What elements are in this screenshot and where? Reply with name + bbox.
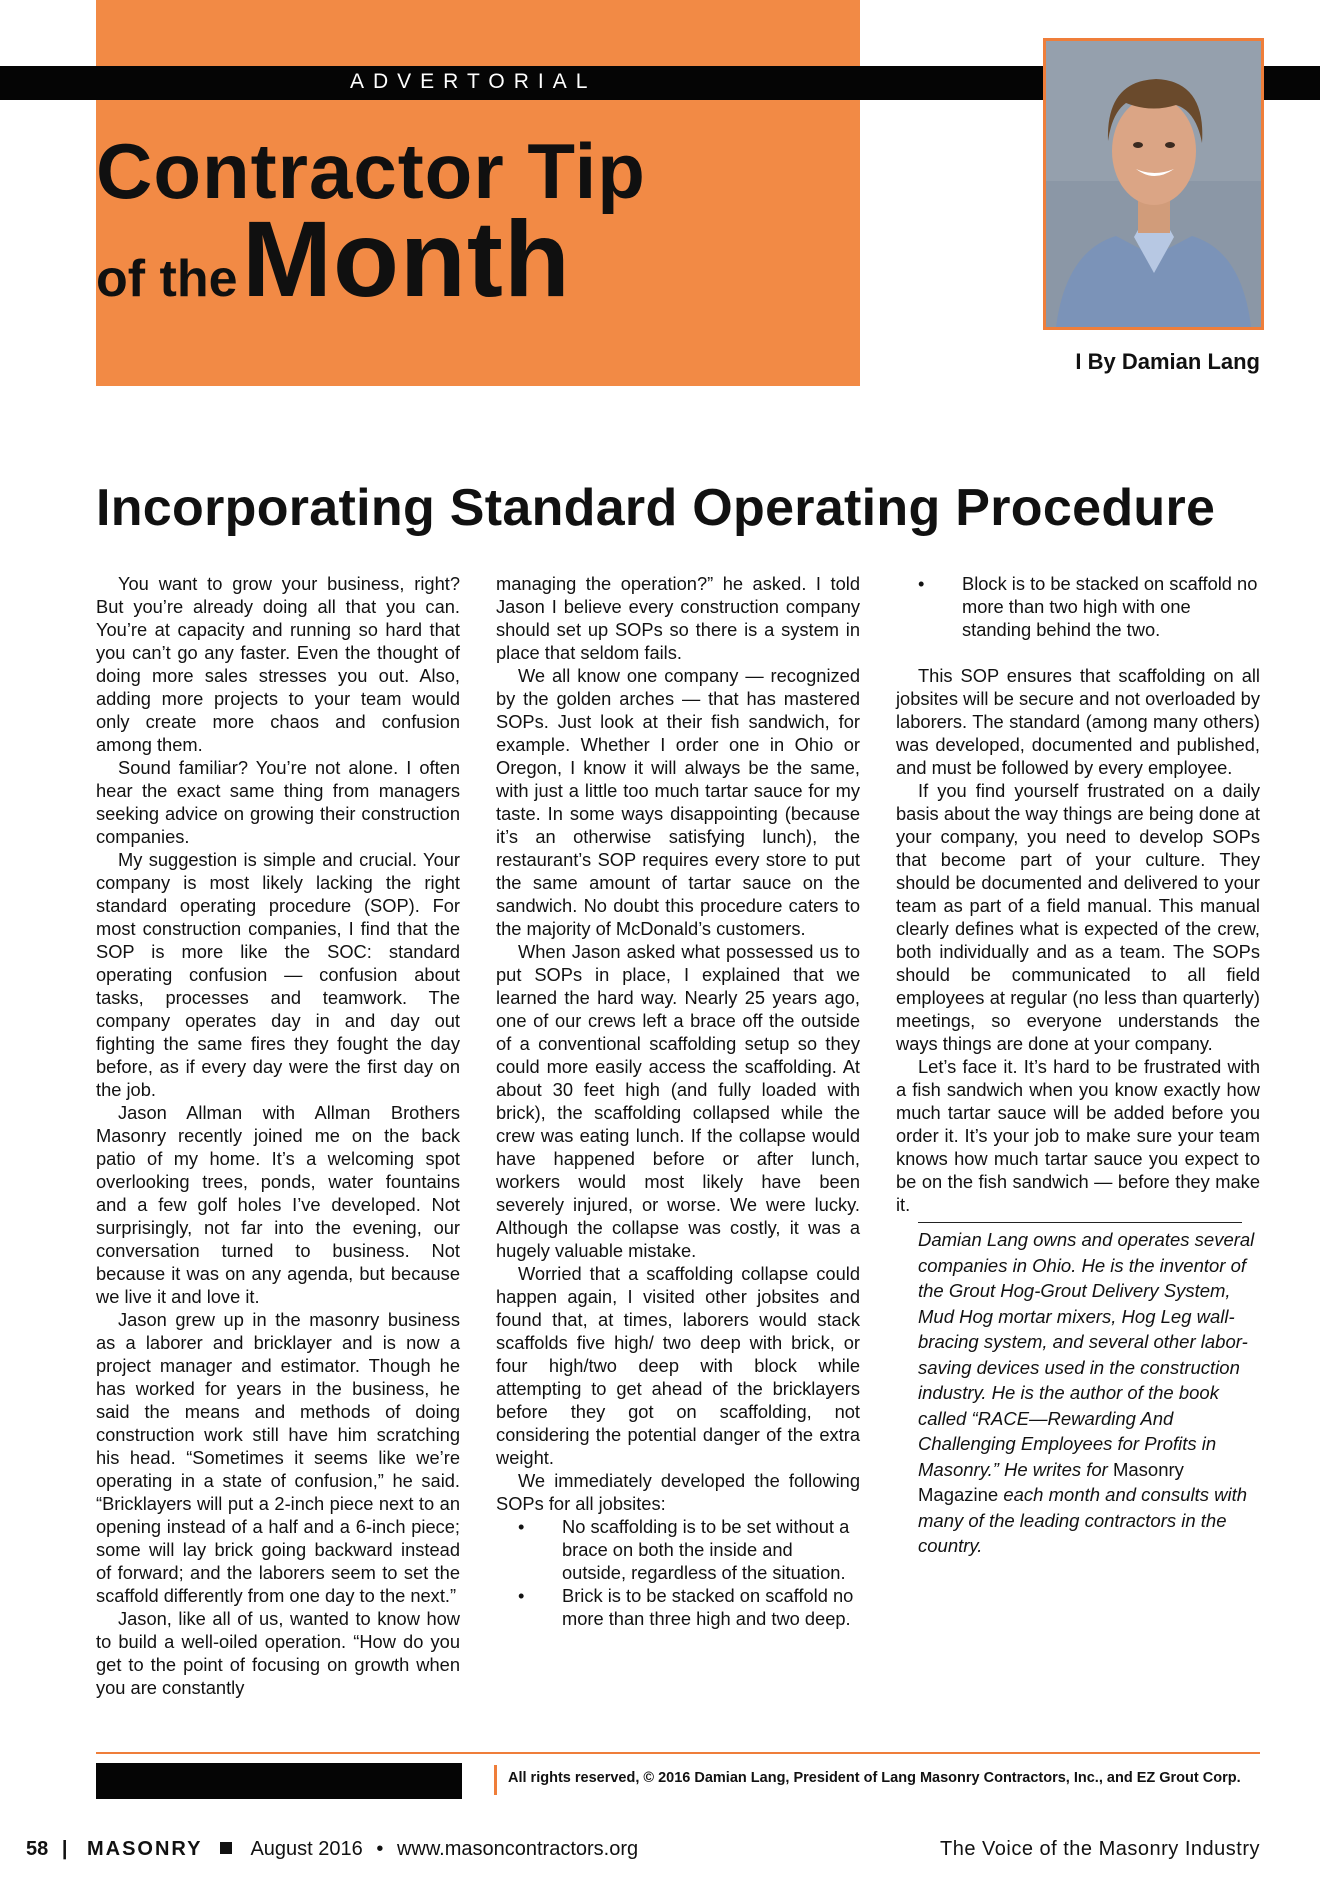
author-bio-magazine: Masonry Magazine xyxy=(918,1458,1184,1505)
page-number: 58 xyxy=(26,1838,49,1860)
paragraph: Jason Allman with Allman Brothers Masonry recently joined me on the back patio of my home. It’s a welcoming spot overlooking trees, ponds, water fountains and a few golf holes I’ve developed. Not surprisingly, not far into the evening, our conversation turned to business. Not because it was on any agenda, but because we live it and love it. xyxy=(96,1102,460,1307)
paragraph: This SOP ensures that scaffolding on all jobsites will be secure and not overloaded by laborers. The standard (among many others) was developed, documented and published, and must be followed by every employee. xyxy=(896,665,1260,778)
folio-separator: | xyxy=(61,1838,68,1860)
footer-orange-bar xyxy=(494,1765,497,1795)
article-column-1 xyxy=(96,572,460,1699)
author-bio xyxy=(896,1227,1260,1559)
square-icon xyxy=(220,1842,232,1854)
paragraph: We immediately developed the following SOPs for all jobsites: xyxy=(496,1470,860,1514)
bullet-icon: • xyxy=(376,1838,384,1860)
title-month: Month xyxy=(241,198,571,319)
website-link[interactable]: www.masoncontractors.org xyxy=(396,1838,639,1860)
sop-list xyxy=(496,1515,860,1630)
copyright-notice: All rights reserved, © 2016 Damian Lang, President of Lang Masonry Contractors, Inc., and EZ Grout Corp. xyxy=(508,1770,1241,1786)
sop-list-item-text: Brick is to be stacked on scaffold no more than three high and two deep. xyxy=(562,1585,854,1629)
paragraph: Let’s face it. It’s hard to be frustrated with a fish sandwich when you know exactly how much tartar sauce will be added before you order it. It’s your job to make sure your team knows how much tartar sauce you expect to be on the fish sandwich — before they make it. xyxy=(896,1056,1260,1215)
issue-date: August 2016 xyxy=(250,1838,363,1860)
sop-list-item xyxy=(496,1515,860,1584)
paragraph: Jason, like all of us, wanted to know how to build a well-oiled operation. “How do you get to the point of focusing on growth when you are constantly xyxy=(96,1608,460,1698)
author-portrait-photo xyxy=(1043,38,1264,330)
footer-orange-rule xyxy=(96,1752,1260,1754)
paragraph: Jason grew up in the masonry business as a laborer and bricklayer and is now a project manager and estimator. Though he has worked for years in the business, he said the means and methods of doing construction work still have him scratching his head. “Sometimes it seems like we’re operating in a state of confusion,” he said. “Bricklayers will put a 2-inch piece next to an opening instead of a half and a 6-inch piece; some will lay brick going backward instead of forward; and the laborers seem to set the scaffold differently from one day to the next.” xyxy=(96,1309,460,1606)
bullet-icon: • xyxy=(518,1516,525,1537)
magazine-name: MASONRY xyxy=(86,1838,203,1860)
paragraph: My suggestion is simple and crucial. Your company is most likely lacking the right standard operating procedure (SOP). For most construction companies, I find that the SOP is more like the SOC: standard operating confusion — confusion about tasks, processes and teamwork. The company operates day in and day out fighting the same fires they fought the day before, as if every day were the first day on the job. xyxy=(96,849,460,1100)
bullet-icon: • xyxy=(918,573,925,594)
sop-list xyxy=(896,572,1260,641)
sop-list-item xyxy=(896,572,1260,641)
article-column-3 xyxy=(896,572,1260,1559)
title-of-the: of the xyxy=(96,250,238,308)
title-contractor-tip: Contractor Tip xyxy=(96,127,646,215)
paragraph: Sound familiar? You’re not alone. I often hear the exact same thing from managers seeking advice on growing their construction companies. xyxy=(96,757,460,847)
paragraph: When Jason asked what possessed us to put SOPs in place, I explained that we learned the hard way. Nearly 25 years ago, one of our crews left a brace off the outside of a conventional scaffolding setup so they could more easily access the scaffolding. At about 30 feet high (and fully loaded with brick), the scaffolding collapsed while the crew was eating lunch. If the collapse would have happened before or after lunch, workers would most likely have been severely injured, or worse. We were lucky. Although the collapse was costly, it was a hugely valuable mistake. xyxy=(496,941,860,1261)
author-bio-text: Damian Lang owns and operates several companies in Ohio. He is the inventor of the Grout Hog-Grout Delivery System, Mud Hog mortar mixers, Hog Leg wall-bracing system, and several other labor-saving devices used in the construction industry. He is the author of the book called “RACE—Rewarding And Challenging Employees for Profits in Masonry.” He writes for xyxy=(918,1229,1255,1480)
magazine-tagline: The Voice of the Masonry Industry xyxy=(940,1838,1260,1860)
paragraph: If you find yourself frustrated on a daily basis about the way things are being done at your company, you need to develop SOPs that become part of your culture. They should be documented and delivered to your team as part of a field manual. This manual clearly defines what is expected of the crew, both individually and as a team. The SOPs should be communicated to all field employees at regular (no less than quarterly) meetings, so everyone understands the ways things are done at your company. xyxy=(896,780,1260,1054)
bio-divider xyxy=(918,1222,1242,1223)
sop-list-item-text: No scaffolding is to be set without a brace on both the inside and outside, regardless of the situation. xyxy=(562,1516,850,1583)
article-column-2 xyxy=(496,572,860,1630)
paragraph: Worried that a scaffolding collapse could happen again, I visited other jobsites and found that, at times, laborers would stack scaffolds five high/ two deep with brick, or four high/two deep with block while attempting to get ahead of the bricklayers before they got on scaffolding, not considering the potential danger of the extra weight. xyxy=(496,1263,860,1468)
page-folio xyxy=(26,1838,638,1861)
article-headline: Incorporating Standard Operating Procedure xyxy=(96,479,1216,537)
paragraph: We all know one company — recognized by the golden arches — that has mastered SOPs. Just look at their fish sandwich, for example. Whether I order one in Ohio or Oregon, I know it will always be the same, with just a little too much tartar sauce for my taste. In some ways disappointing (because it’s an otherwise satisfying lunch), the restaurant’s SOP requires every store to put the same amount of tartar sauce on the sandwich. No doubt this procedure caters to the majority of McDonald’s customers. xyxy=(496,665,860,939)
title-of-the-month xyxy=(96,196,571,321)
paragraph-continued: managing the operation?” he asked. I told Jason I believe every construction company should set up SOPs so there is a system in place that seldom fails. xyxy=(496,573,860,663)
paragraph: You want to grow your business, right? But you’re already doing all that you can. You’re at capacity and running so hard that you can’t go any faster. Even the thought of doing more sales stresses you out. Also, adding more projects to your team would only create more chaos and confusion among them. xyxy=(96,573,460,755)
byline: I By Damian Lang xyxy=(1075,349,1260,374)
footer-black-block xyxy=(96,1763,462,1799)
portrait-icon xyxy=(1046,41,1261,327)
sop-list-item xyxy=(496,1584,860,1630)
author-bio-text-end: each month and consults with many of the leading contractors in the country. xyxy=(918,1484,1248,1556)
sop-list-item-text: Block is to be stacked on scaffold no more than two high with one standing behind the two. xyxy=(962,573,1258,640)
advertorial-label: ADVERTORIAL xyxy=(350,70,597,93)
bullet-icon: • xyxy=(518,1585,525,1606)
